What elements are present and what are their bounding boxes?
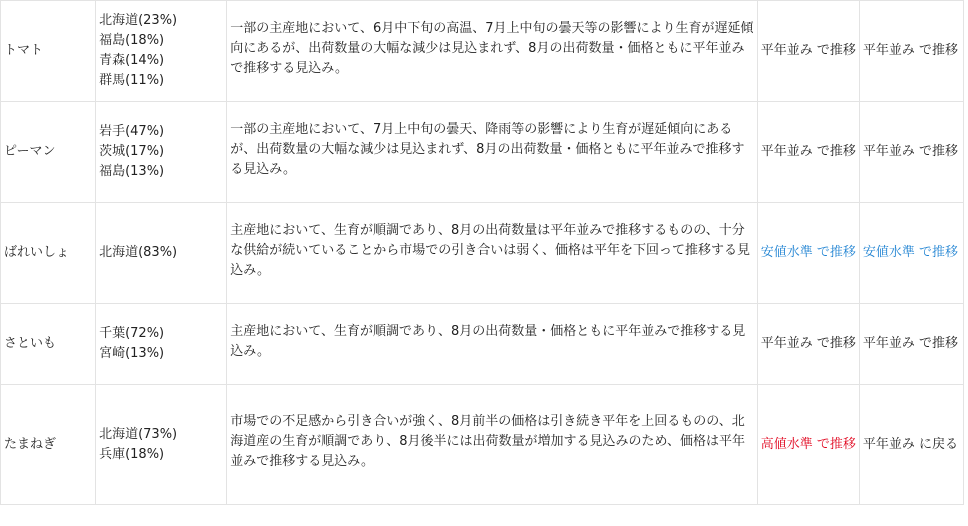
area-share: 福島(18%) xyxy=(99,33,165,48)
area-share: 北海道(73%) xyxy=(99,426,178,442)
vegetable-name: たまねぎ xyxy=(1,385,96,505)
supply-description: 市場での不足感から引き合いが強く、8月前半の価格は引き続き平年を上回るものの、北海道産の生育が順調であり、8月後半には出荷数量が増加する見込みのため、価格は平年並みで推移する見込み。 xyxy=(227,385,758,505)
area-share: 北海道(23%) xyxy=(99,13,178,28)
area-share: 福島(13%) xyxy=(99,164,165,179)
area-share: 千葉(72%) xyxy=(99,326,165,341)
vegetable-name: さといも xyxy=(1,304,96,385)
production-areas xyxy=(96,1,227,102)
outlook-status: 安値水準 で推移 xyxy=(757,203,859,304)
area-share: 茨城(17%) xyxy=(99,144,165,159)
production-areas xyxy=(96,203,227,304)
vegetable-name: ピーマン xyxy=(1,102,96,203)
outlook-status: 平年並み で推移 xyxy=(859,304,963,385)
outlook-status: 平年並み で推移 xyxy=(757,304,859,385)
production-areas xyxy=(96,304,227,385)
outlook-status: 平年並み で推移 xyxy=(757,1,859,102)
outlook-status: 安値水準 で推移 xyxy=(859,203,963,304)
supply-description: 一部の主産地において、6月中下旬の高温、7月上中旬の曇天等の影響により生育が遅延傾向にあるが、出荷数量の大幅な減少は見込まれず、8月の出荷数量・価格ともに平年並みで推移する見込み。 xyxy=(227,1,758,102)
supply-description: 一部の主産地において、7月上中旬の曇天、降雨等の影響により生育が遅延傾向にあるが、出荷数量の大幅な減少は見込まれず、8月の出荷数量・価格ともに平年並みで推移する見込み。 xyxy=(227,102,758,203)
outlook-status: 平年並み で推移 xyxy=(859,102,963,203)
outlook-status: 平年並み で推移 xyxy=(757,102,859,203)
table-row xyxy=(1,385,964,505)
table-row xyxy=(1,1,964,102)
vegetable-name: トマト xyxy=(1,1,96,102)
table-row xyxy=(1,304,964,385)
area-share: 宮崎(13%) xyxy=(99,346,165,361)
area-share: 岩手(47%) xyxy=(99,124,165,139)
outlook-status: 平年並み で推移 xyxy=(859,1,963,102)
production-areas xyxy=(96,102,227,203)
vegetable-name: ばれいしょ xyxy=(1,203,96,304)
outlook-status: 高値水準 で推移 xyxy=(757,385,859,505)
outlook-status: 平年並み に戻る xyxy=(859,385,963,505)
table-row xyxy=(1,203,964,304)
supply-description: 主産地において、生育が順調であり、8月の出荷数量は平年並みで推移するものの、十分な供給が続いていることから市場での引き合いは弱く、価格は平年を下回って推移する見込み。 xyxy=(227,203,758,304)
area-share: 群馬(11%) xyxy=(99,73,165,88)
area-share: 青森(14%) xyxy=(99,53,165,68)
production-areas xyxy=(96,385,227,505)
table-row xyxy=(1,102,964,203)
area-share: 北海道(83%) xyxy=(99,245,178,260)
area-share: 兵庫(18%) xyxy=(99,446,165,462)
supply-description: 主産地において、生育が順調であり、8月の出荷数量・価格ともに平年並みで推移する見込み。 xyxy=(227,304,758,385)
